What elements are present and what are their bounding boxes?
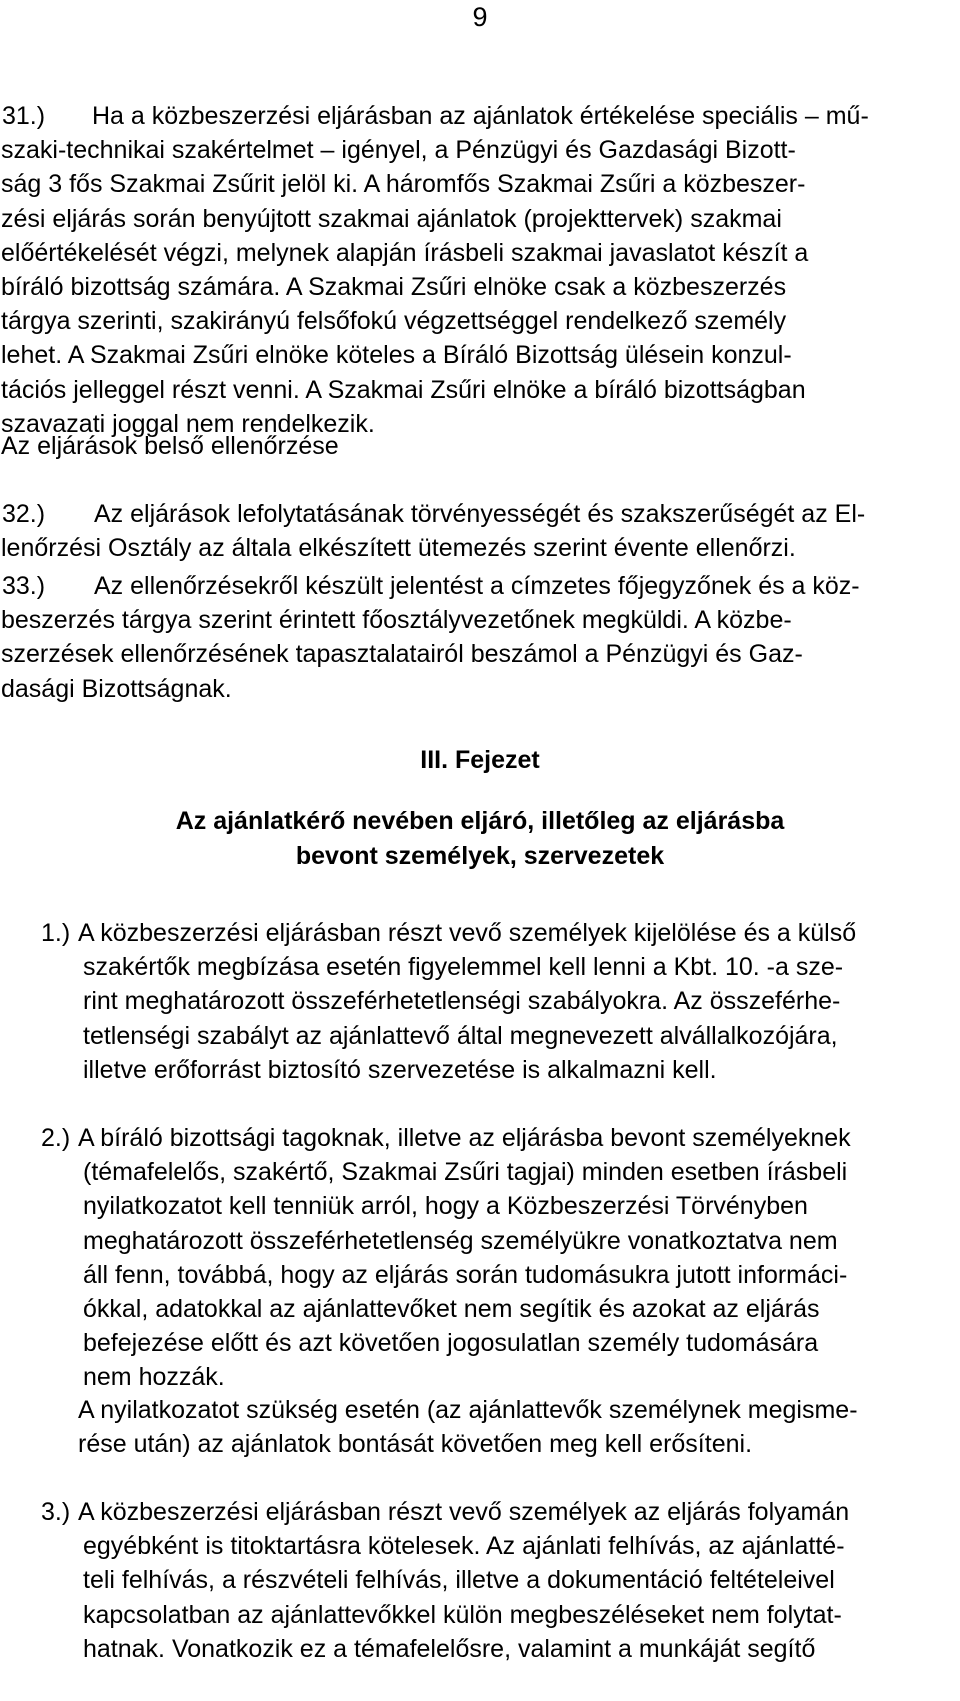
- paragraph-line: nem hozzák.: [83, 1363, 225, 1392]
- chapter-subtitle: Az ajánlatkérő nevében eljáró, illetőleg az eljárásba: [175, 807, 785, 835]
- paragraph-line: beszerzés tárgya szerint érintett főosztályvezetőnek megküldi. A közbe-: [1, 606, 792, 635]
- paragraph-line: ókkal, adatokkal az ajánlattevőket nem segítik és azokat az eljárás: [83, 1295, 820, 1323]
- paragraph-note-line: rése után) az ajánlatok bontását követően meg kell erősíteni.: [78, 1430, 753, 1459]
- paragraph-line: A közbeszerzési eljárásban részt vevő személyek az eljárás folyamán: [78, 1498, 850, 1526]
- paragraph-line: szavazati joggal nem rendelkezik.: [1, 409, 375, 438]
- paragraph-line: lenőrzési Osztály az általa elkészített ütemezés szerint évente ellenőrzi.: [1, 534, 796, 563]
- item-number: 3.): [41, 1498, 71, 1526]
- paragraph-line: (témafelelős, szakértő, Szakmai Zsűri tagjai) minden esetben írásbeli: [83, 1158, 848, 1187]
- paragraph-line: szerzések ellenőrzésének tapasztalatairól beszámol a Pénzügyi és Gaz-: [1, 640, 803, 669]
- paragraph-line: kapcsolatban az ajánlattevőkkel külön megbeszéléseket nem folytat-: [83, 1600, 842, 1629]
- paragraph-line: lehet. A Szakmai Zsűri elnöke köteles a Bíráló Bizottság ülésein konzul-: [1, 341, 792, 370]
- item-number: 33.): [2, 572, 46, 600]
- paragraph-line: befejezése előtt és azt követően jogosulatlan személy tudomására: [83, 1329, 819, 1358]
- paragraph-line: meghatározott összeférhetetlenség személyükre vonatkoztatva nem: [83, 1226, 838, 1255]
- chapter-title: III. Fejezet: [420, 746, 540, 774]
- item-number: 2.): [41, 1124, 71, 1152]
- paragraph-line: áll fenn, továbbá, hogy az eljárás során tudomásukra jutott informáci-: [83, 1260, 848, 1289]
- paragraph-line: rint meghatározott összeférhetetlenségi szabályokra. Az összeférhe-: [83, 987, 841, 1016]
- paragraph-line: nyilatkozatot kell tenniük arról, hogy a Közbeszerzési Törvényben: [83, 1192, 808, 1221]
- paragraph-line: A bíráló bizottsági tagoknak, illetve az eljárásba bevont személyeknek: [78, 1124, 851, 1152]
- paragraph-line: Az ellenőrzésekről készült jelentést a címzetes főjegyzőnek és a köz-: [94, 572, 860, 600]
- paragraph-line: ság 3 fős Szakmai Zsűrit jelöl ki. A háromfős Szakmai Zsűri a közbeszer-: [1, 170, 806, 199]
- paragraph-line: A közbeszerzési eljárásban részt vevő személyek kijelölése és a külső: [78, 919, 857, 947]
- paragraph-note-line: A nyilatkozatot szükség esetén (az ajánlattevők személynek megisme-: [78, 1396, 858, 1424]
- page-number: 9: [472, 2, 488, 32]
- paragraph-line: tetlenségi szabályt az ajánlattevő által megnevezett alvállalkozójára,: [83, 1021, 838, 1050]
- item-number: 32.): [2, 500, 46, 528]
- paragraph-line: szakértők megbízása esetén figyelemmel kell lenni a Kbt. 10. -a sze-: [83, 953, 844, 982]
- paragraph-line: bíráló bizottság számára. A Szakmai Zsűri elnöke csak a közbeszerzés: [1, 273, 787, 301]
- paragraph-line: szaki-technikai szakértelmet – igényel, a Pénzügyi és Gazdasági Bizott-: [1, 136, 796, 165]
- paragraph-line: tárgya szerinti, szakirányú felsőfokú végzettséggel rendelkező személy: [1, 307, 787, 336]
- item-number: 31.): [2, 102, 46, 130]
- paragraph-line: előértékelését végzi, melynek alapján írásbeli szakmai javaslatot készít a: [1, 238, 809, 267]
- section-subheading: Az eljárások belső ellenőrzése: [1, 432, 339, 460]
- paragraph-line: Ha a közbeszerzési eljárásban az ajánlatok értékelése speciális – mű-: [92, 102, 869, 130]
- paragraph-line: illetve erőforrást biztosító szervezetése is alkalmazni kell.: [83, 1055, 717, 1084]
- paragraph-line: egyébként is titoktartásra kötelesek. Az ajánlati felhívás, az ajánlatté-: [83, 1532, 845, 1561]
- chapter-subtitle: bevont személyek, szervezetek: [295, 842, 665, 870]
- paragraph-line: teli felhívás, a részvételi felhívás, illetve a dokumentáció feltételeivel: [83, 1566, 835, 1595]
- paragraph-line: hatnak. Vonatkozik ez a témafelelősre, valamint a munkáját segítő: [83, 1634, 816, 1663]
- paragraph-line: zési eljárás során benyújtott szakmai ajánlatok (projekttervek) szakmai: [1, 204, 782, 233]
- paragraph-line: Az eljárások lefolytatásának törvényességét és szakszerűségét az El-: [94, 500, 866, 528]
- item-number: 1.): [41, 919, 71, 947]
- paragraph-line: tációs jelleggel részt venni. A Szakmai Zsűri elnöke a bíráló bizottságban: [1, 375, 806, 404]
- paragraph-line: dasági Bizottságnak.: [1, 674, 232, 703]
